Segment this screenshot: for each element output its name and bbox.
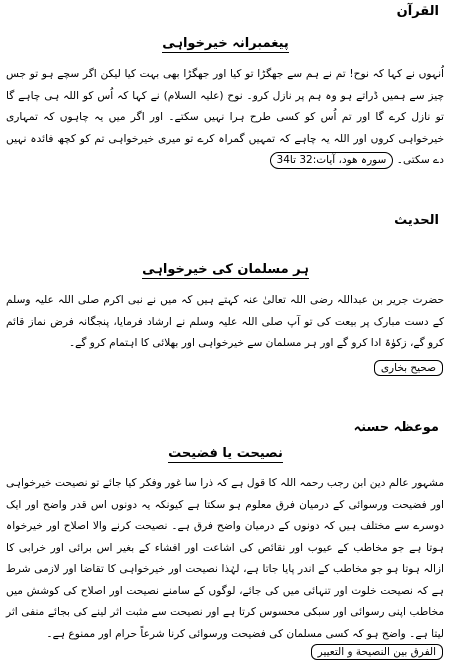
hadith-heading: الحدیث xyxy=(394,213,439,228)
quran-paragraph xyxy=(6,64,444,172)
hadith-reference: صحیح بخاری xyxy=(374,360,443,376)
sermon-body: مشہور عالم دین ابن رجب رحمہ اللہ کا قول ہے کہ ذرا سا غور وفکر کیا جائے تو نصیحت خیرخواہی اور فضیحت ورسوائی کے درمیان فرق معلوم ہو سکتا ہے کیونکہ یہ دونوں اس قدر واضح اور ایک دوسرے سے مختلف ہیں کہ دونوں کے درمیان واضح فرق ہے۔ نصیحت کرنے والا اصلاح اور خیرخواہ ہوتا ہے جو مخاطب کے عیوب اور نقائص کی اشاعت اور افشاء کے بغیر اس برائی اور خرابی کا ازالہ ہوتا ہو جو مخاطب کے اندر پایا جاتا ہے، لہٰذا نصیحت اور خیرخواہی کا تقاضا اور لازمی شرط ہے کہ نصیحت خلوت اور تنہائی میں کی جائے، لوگوں کے سامنے نصیحت اور اصلاح کی کوشش میں مخاطب اپنی رسوائی اور سبکی محسوس کرتا ہے اور نصیحت سے مثبت اثر لینے کی بجائے منفی اثر لیتا ہے۔ واضح ہو کہ کسی مسلمان کی فضیحت ورسوائی کرنا شرعاً حرام اور ممنوع ہے۔ xyxy=(6,477,444,640)
hadith-paragraph xyxy=(6,290,444,355)
sermon-reference-wrap xyxy=(311,640,443,660)
quran-reference: سورہ ھود، آیات:32 تا34 xyxy=(270,152,394,169)
quran-heading: القرآن xyxy=(396,4,439,19)
hadith-title xyxy=(0,262,451,277)
hadith-reference-wrap xyxy=(374,356,443,376)
quran-body: اُنہوں نے کہا کہ نوح! تم نے ہم سے جھگڑا تو کیا اور جھگڑا بھی بہت کیا لیکن اگر سچے ہو تو جس چیز سے ہمیں ڈراتے ہو وہ ہم پر نازل کرو۔ نوح (علیہ السلام) نے کہا کہ اُس کو اللہ ہی چاہے گا تو نازل کرے گا اور تم اُس کو کسی طرح ہرا نہیں سکتے۔ اور اگر میں یہ چاہوں کہ تمہاری خیرخواہی کروں اور اللہ یہ چاہے کہ تمہیں گمراہ کرے تو میری خیرخواہی تم کو کچھ فائدہ نہیں دے سکتی۔ xyxy=(6,68,444,166)
hadith-title-text: ہر مسلمان کی خیرخواہی xyxy=(142,262,309,277)
sermon-title-text: نصیحت یا فضیحت xyxy=(168,446,283,461)
sermon-reference: الفرق بين النصيحة و التعيير xyxy=(311,644,443,660)
quran-title xyxy=(0,36,451,51)
quran-title-text: پیغمبرانہ خیرخواہی xyxy=(162,36,289,51)
hadith-body: حضرت جریر بن عبداللہ رضی اللہ تعالیٰ عنہ کہتے ہیں کہ میں نے نبی اکرم صلی اللہ علیہ وسلم کے دست مبارک پر بیعت کی تو آپ صلی اللہ علیہ وسلم نے ارشاد فرمایا، پنجگانہ فرض نماز قائم کرو گے، زکوٰۃ ادا کرو گے اور ہر مسلمان سے خیرخواہی اور بھلائی کا اہتمام کرو گے۔ xyxy=(6,294,444,349)
sermon-heading: موعظہ حسنہ xyxy=(353,420,439,435)
sermon-title xyxy=(0,446,451,461)
sermon-paragraph xyxy=(6,473,444,645)
